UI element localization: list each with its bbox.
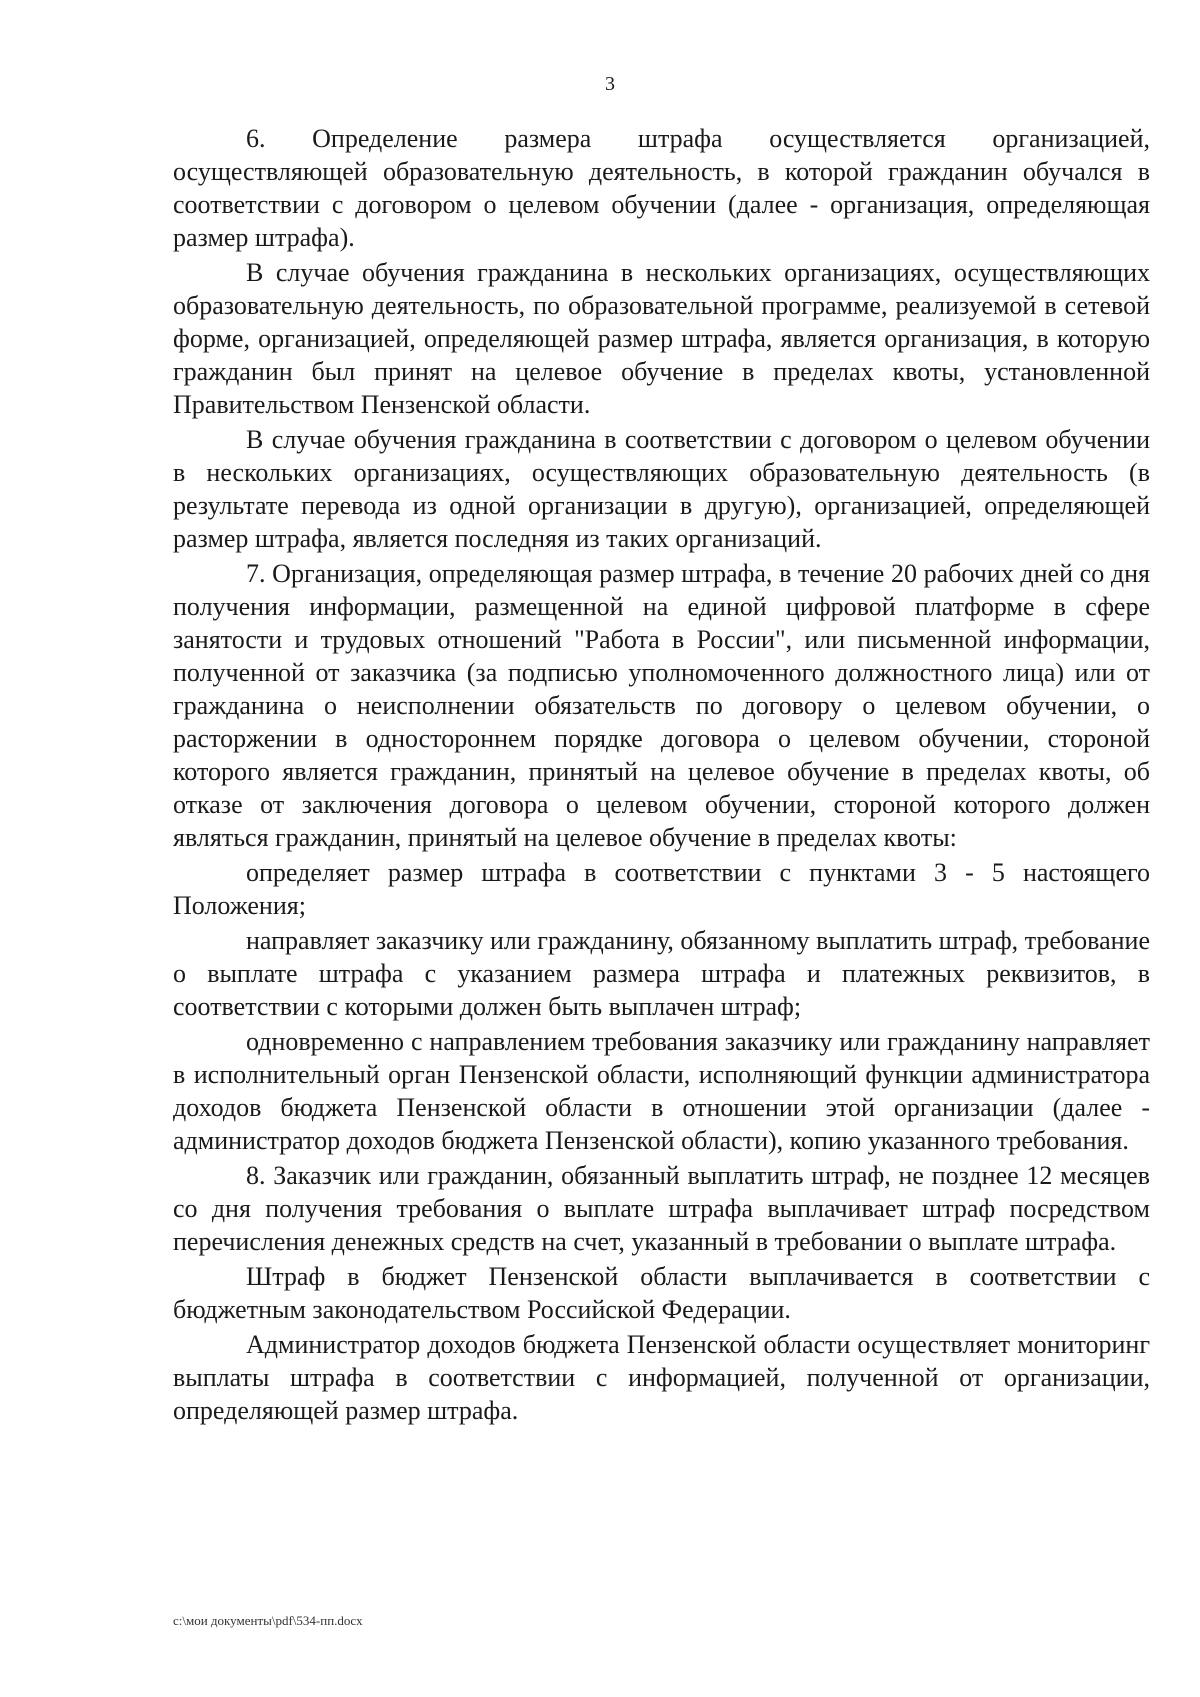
paragraph-monitoring: Администратор доходов бюджета Пензенской области осуществляет мониторинг выплаты штрафа в соответствии с информацией, полученной от организации, определяющей размер штрафа.	[173, 1330, 1150, 1425]
paragraph-budget-payment: Штраф в бюджет Пензенской области выплачивается в соответствии с бюджетным законодательством Российской Федерации.	[173, 1262, 1150, 1324]
paragraph-determine-amount: определяет размер штрафа в соответствии с пунктами 3 - 5 настоящего Положения;	[173, 858, 1150, 920]
paragraph-item-6: 6. Определение размера штрафа осуществляется организацией, осуществляющей образовательную деятельность, в которой гражданин обучался в соответствии с договором о целевом обучении (далее - организация, определяющая размер штрафа).	[173, 124, 1150, 252]
paragraph-network-form: В случае обучения гражданина в нескольких организациях, осуществляющих образовательную деятельность, по образовательной программе, реализуемой в сетевой форме, организацией, определяющей размер штрафа, является организация, в которую гражданин был принят на целевое обучение в пределах квоты, установленной Правительством Пензенской области.	[173, 258, 1150, 419]
paragraph-send-requirement: направляет заказчику или гражданину, обязанному выплатить штраф, требование о выплате штрафа с указанием размера штрафа и платежных реквизитов, в соответствии с которыми должен быть выплачен штраф;	[173, 926, 1150, 1021]
paragraph-item-8: 8. Заказчик или гражданин, обязанный выплатить штраф, не позднее 12 месяцев со дня получения требования о выплате штрафа выплачивает штраф посредством перечисления денежных средств на счет, указанный в требовании о выплате штрафа.	[173, 1161, 1150, 1256]
paragraph-send-copy: одновременно с направлением требования заказчику или гражданину направляет в исполнительный орган Пензенской области, исполняющий функции администратора доходов бюджета Пензенской области в отношении этой организации (далее - администратор доходов бюджета Пензенской области), копию указанного требования.	[173, 1027, 1150, 1155]
footer-file-path: c:\мои документы\pdf\534-пп.docx	[173, 1613, 363, 1628]
paragraph-item-7: 7. Организация, определяющая размер штрафа, в течение 20 рабочих дней со дня получения информации, размещенной на единой цифровой платформе в сфере занятости и трудовых отношений "Работа в России", или письменной информации, полученной от заказчика (за подписью уполномоченного должностного лица) или от гражданина о неисполнении обязательств по договору о целевом обучении, о расторжении в одностороннем порядке договора о целевом обучении, стороной которого является гражданин, принятый на целевое обучение в пределах квоты, об отказе от заключения договора о целевом обучении, стороной которого должен являться гражданин, принятый на целевое обучение в пределах квоты:	[173, 559, 1150, 852]
paragraph-transfer: В случае обучения гражданина в соответствии с договором о целевом обучении в нескольких организациях, осуществляющих образовательную деятельность (в результате перевода из одной организации в другую), организацией, определяющей размер штрафа, является последняя из таких организаций.	[173, 425, 1150, 553]
document-body	[173, 122, 1150, 1429]
page-number: 3	[605, 73, 615, 95]
